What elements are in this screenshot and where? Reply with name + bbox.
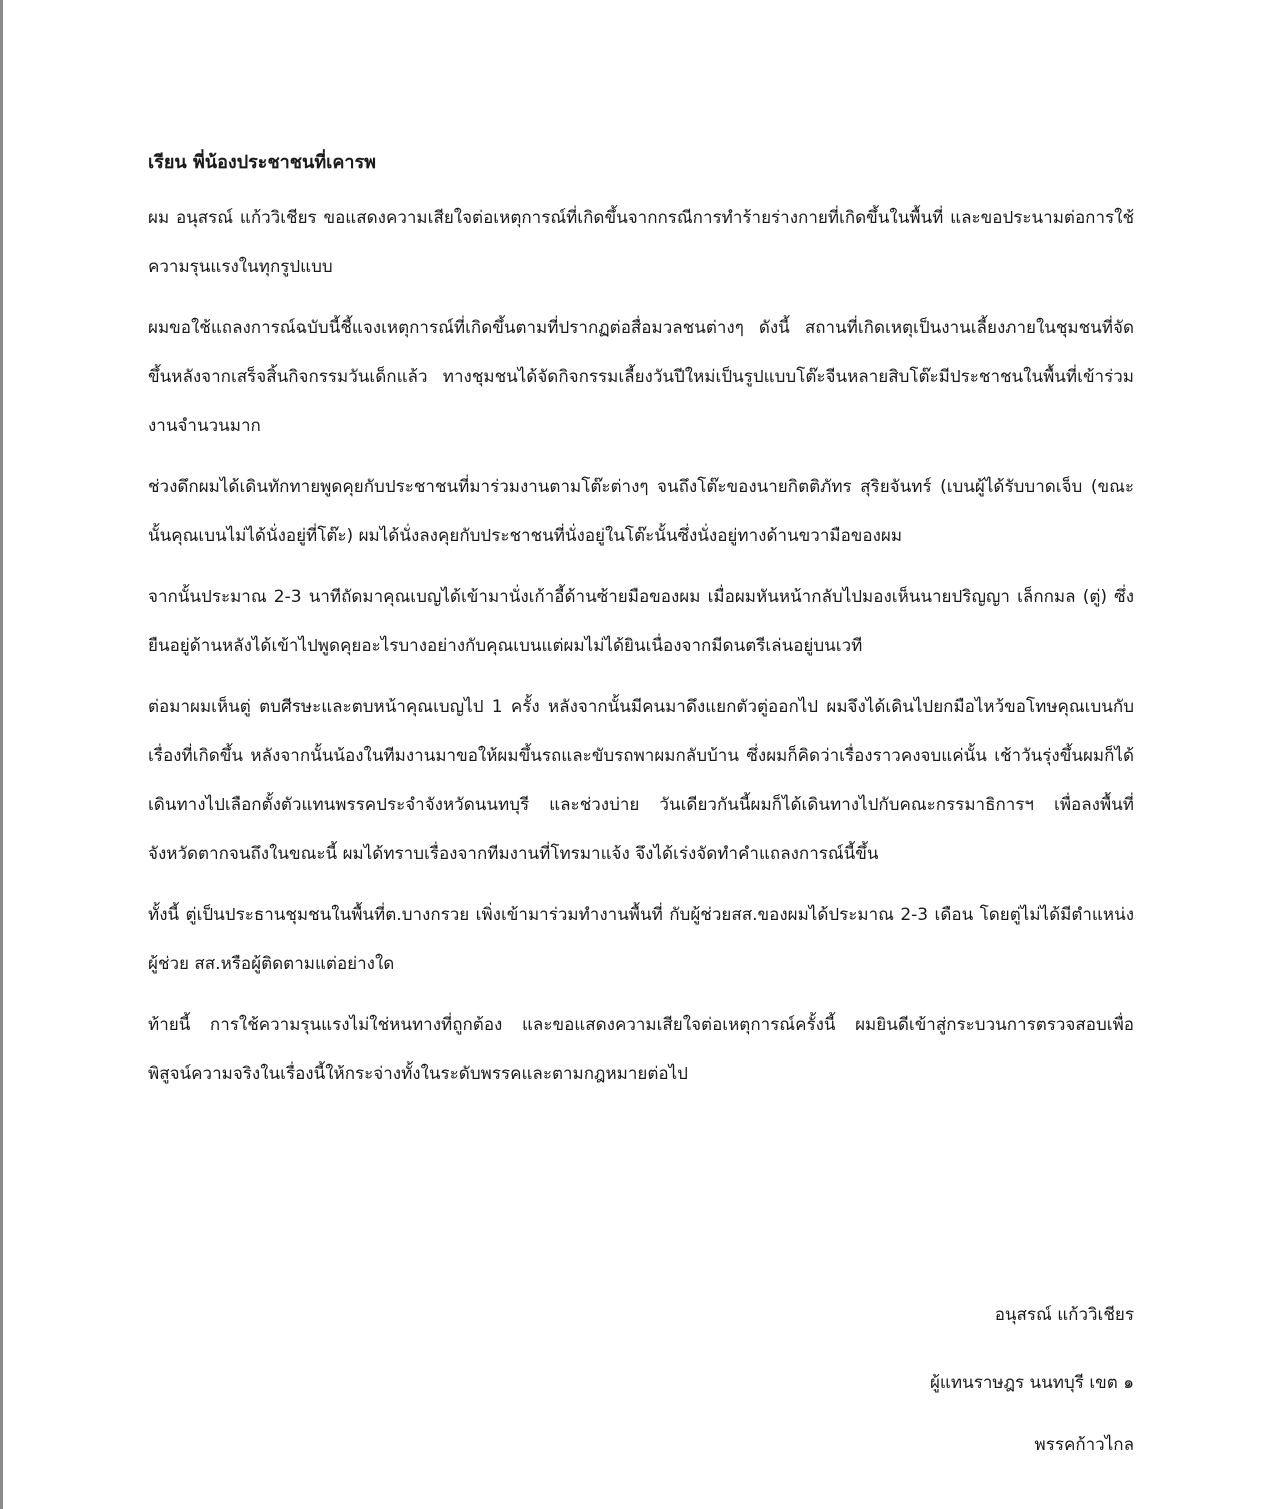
page-left-border	[0, 0, 3, 1509]
paragraph-6: ทั้งนี้ ตู่เป็นประธานชุมชนในพื้นที่ต.บางกรวย เพิ่งเข้ามาร่วมทำงานพื้นที่ กับผู้ช่วยสส.ของผมได้ประมาณ 2-3 เดือน โดยตู่ไม่ได้มีตำแหน่งผู้ช่วย สส.หรือผู้ติดตามแต่อย่างใด	[148, 905, 1134, 974]
paragraph-2: ผมขอใช้แถลงการณ์ฉบับนี้ชี้แจงเหตุการณ์ที่เกิดขึ้นตามที่ปรากฏต่อสื่อมวลชนต่างๆ ดังนี้ สถานที่เกิดเหตุเป็นงานเลี้ยงภายในชุมชนที่จัดขึ้นหลังจากเสร็จสิ้นกิจกรรมวันเด็กแล้ว ทางชุมชนได้จัดกิจกรรมเลี้ยงวันปีใหม่เป็นรูปแบบโต๊ะจีนหลายสิบโต๊ะมีประชาชนในพื้นที่เข้าร่วมงานจำนวนมาก	[148, 318, 1134, 436]
paragraph-1: ผม อนุสรณ์ แก้ววิเชียร ขอแสดงความเสียใจต่อเหตุการณ์ที่เกิดขึ้นจากกรณีการทำร้ายร่างกายที่เกิดขึ้นในพื้นที่ และขอประนามต่อการใช้ความรุนแรงในทุกรูปแบบ	[148, 208, 1134, 277]
letter-body	[148, 148, 1134, 1111]
paragraph-7: ท้ายนี้ การใช้ความรุนแรงไม่ใช่หนทางที่ถูกต้อง และขอแสดงความเสียใจต่อเหตุการณ์ครั้งนี้ ผมยินดีเข้าสู่กระบวนการตรวจสอบเพื่อพิสูจน์ความจริงในเรื่องนี้ให้กระจ่างทั้งในระดับพรรคและตามกฎหมายต่อไป	[148, 1015, 1134, 1084]
paragraph-4: จากนั้นประมาณ 2-3 นาทีถัดมาคุณเบญได้เข้ามานั่งเก้าอี้ด้านซ้ายมือของผม เมื่อผมหันหน้ากลับไปมองเห็นนายปริญญา เล็กกมล (ตู่) ซึ่งยืนอยู่ด้านหลังได้เข้าไปพูดคุยอะไรบางอย่างกับคุณเบนแต่ผมไม่ได้ยินเนื่องจากมีดนตรีเล่นอยู่บนเวที	[148, 587, 1134, 656]
paragraph-3: ช่วงดึกผมได้เดินทักทายพูดคุยกับประชาชนที่มาร่วมงานตามโต๊ะต่างๆ จนถึงโต๊ะของนายกิตติภัทร สุริยจันทร์ (เบนผู้ได้รับบาดเจ็บ (ขณะนั้นคุณเบนไม่ได้นั่งอยู่ที่โต๊ะ) ผมได้นั่งลงคุยกับประชาชนที่นั่งอยู่ในโต๊ะนั้นซึ่งนั่งอยู่ทางด้านขวามือของผม	[148, 477, 1134, 546]
signature-position: ผู้แทนราษฎร นนทบุรี เขต ๑	[929, 1373, 1134, 1393]
signature-name: อนุสรณ์ แก้ววิเชียร	[994, 1305, 1134, 1325]
signature-party: พรรคก้าวไกล	[1034, 1435, 1134, 1455]
letter-salutation: เรียน พี่น้องประชาชนที่เคารพ	[148, 152, 377, 173]
paragraph-5: ต่อมาผมเห็นตู่ ตบศีรษะและตบหน้าคุณเบญไป 1 ครั้ง หลังจากนั้นมีคนมาดึงแยกตัวตู่ออกไป ผมจึงได้เดินไปยกมือไหว้ขอโทษคุณเบนกับเรื่องที่เกิดขึ้น หลังจากนั้นน้องในทีมงานมาขอให้ผมขึ้นรถและขับรถพาผมกลับบ้าน ซึ่งผมก็คิดว่าเรื่องราวคงจบแค่นั้น เช้าวันรุ่งขึ้นผมก็ได้เดินทางไปเลือกตั้งตัวแทนพรรคประจำจังหวัดนนทบุรี และช่วงบ่าย วันเดียวกันนี้ผมก็ได้เดินทางไปกับคณะกรรมาธิการฯ เพื่อลงพื้นที่จังหวัดตากจนถึงในขณะนี้ ผมได้ทราบเรื่องจากทีมงานที่โทรมาแจ้ง จึงได้เร่งจัดทำคำแถลงการณ์นี้ขึ้น	[148, 697, 1134, 864]
